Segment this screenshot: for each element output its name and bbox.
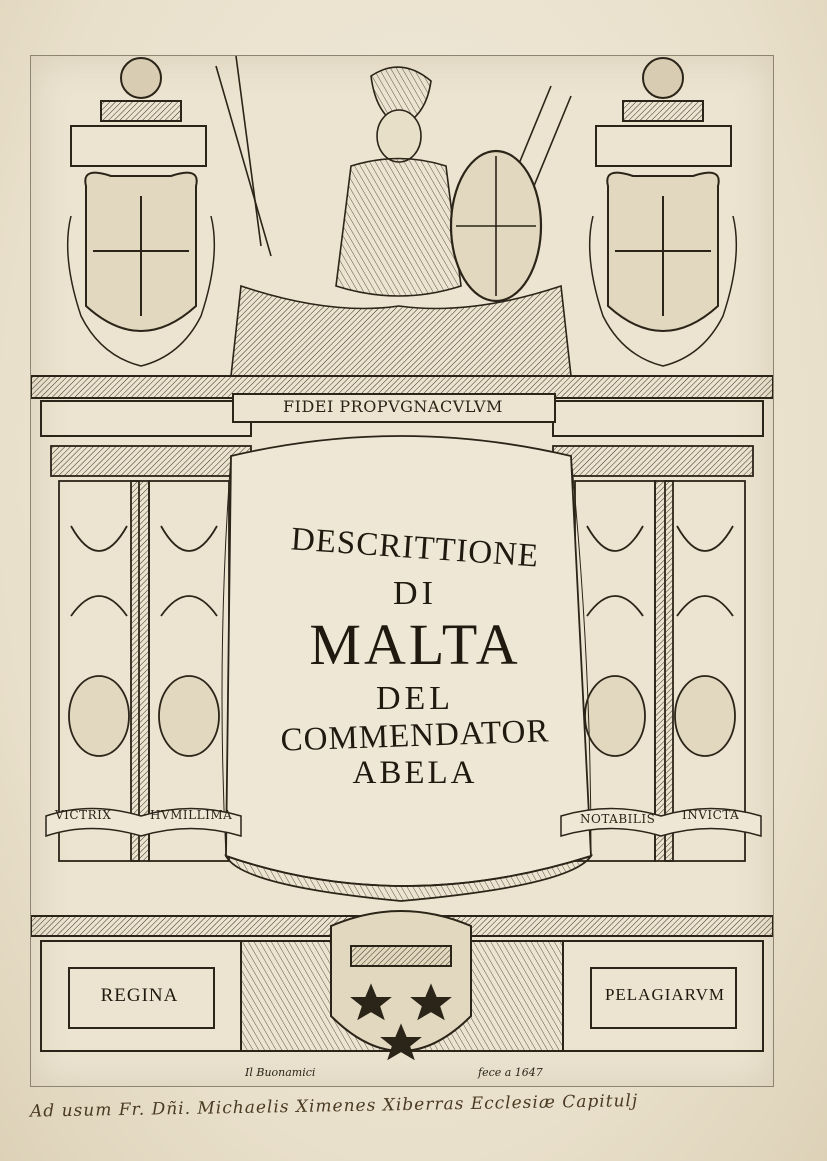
- motto-band: FIDEI PROPVGNACVLVM: [283, 396, 503, 416]
- title-line-3: MALTA: [309, 612, 521, 677]
- scroll-label-left-inner: HVMILLIMA: [150, 808, 233, 822]
- allegorical-figure: [216, 56, 571, 376]
- right-coat-of-arms: [590, 173, 737, 366]
- title-line-2: DI: [393, 575, 437, 612]
- left-coat-of-arms: [68, 173, 215, 366]
- manuscript-ownership-note: Ad usum Fr. Dñi. Michaelis Ximenes Xiberras Ecclesiæ Capitulj: [29, 1091, 639, 1122]
- left-pedestal-orb: [71, 58, 206, 166]
- title-line-5: COMMENDATOR: [279, 713, 550, 759]
- left-columns: [51, 446, 251, 861]
- plinth-label-left: REGINA: [100, 985, 179, 1006]
- plinth-label-right: PELAGIARVM: [604, 985, 726, 1004]
- engraver-credit: fece a 1647: [478, 1066, 543, 1079]
- title-line-4: DEL: [375, 679, 455, 717]
- right-pedestal-orb: [596, 58, 731, 166]
- scroll-label-right-outer: INVICTA: [682, 808, 740, 822]
- book-title: [240, 521, 590, 792]
- title-line-1: DESCRITTIONE: [289, 521, 541, 575]
- scroll-label-left-outer: VICTRIX: [55, 808, 112, 822]
- title-line-6: ABELA: [352, 754, 478, 791]
- scroll-label-right-inner: NOTABILIS: [580, 812, 656, 826]
- engraver-name: Il Buonamici: [245, 1066, 316, 1079]
